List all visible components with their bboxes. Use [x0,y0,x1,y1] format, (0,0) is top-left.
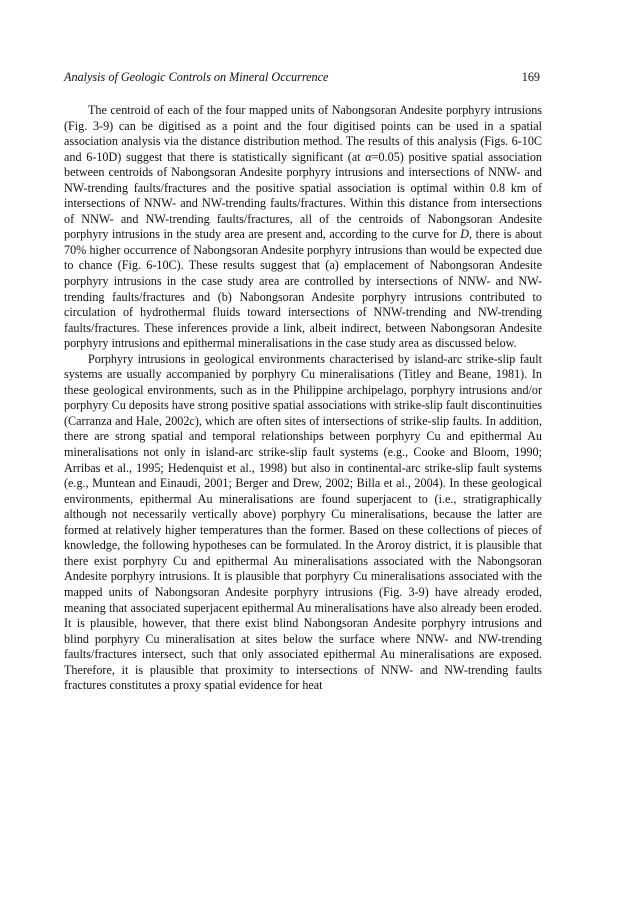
paragraph-2: Porphyry intrusions in geological environments characterised by island-arc strike-slip fault systems are usually accompanied by porphyry Cu mineralisations (Titley and Beane, 1981). In these geological environments, such as in the Philippine archipelago, porphyry intrusions and/or porphyry Cu deposits have strong positive spatial associations with strike-slip fault discontinuities (Carranza and Hale, 2002c), which are often sites of intersections of strike-slip faults. In addition, there are strong spatial and temporal relationships between porphyry Cu and epithermal Au mineralisations not only in island-arc strike-slip fault systems (e.g., Cooke and Bloom, 1990; Arribas et al., 1995; Hedenquist et al., 1998) but also in continental-arc strike-slip fault systems (e.g., Muntean and Einaudi, 2001; Berger and Drew, 2002; Billa et al., 2004). In these geological environments, epithermal Au mineralisations are found superjacent to (i.e., stratigraphically although not necessarily vertically above) porphyry Cu mineralisations, because the latter are formed at relatively higher temperatures than the former. Based on these collections of pieces of knowledge, the following hypotheses can be formulated. In the Aroroy district, it is plausible that there exist porphyry Cu and epithermal Au mineralisations associated with the Nabongsoran Andesite porphyry intrusions. It is plausible that porphyry Cu mineralisations associated with the mapped units of Nabongsoran Andesite porphyry intrusions (Fig. 3-9) have already eroded, meaning that associated superjacent epithermal Au mineralisations have also already been eroded. It is plausible, however, that there exist blind Nabongsoran Andesite porphyry intrusions and blind porphyry Cu mineralisation at sites below the surface where NNW- and NW-trending faults/fractures intersect, such that only associated epithermal Au mineralisations are exposed. Therefore, it is plausible that proximity to intersections of NNW- and NW-trending faults fractures constitutes a proxy spatial evidence for heat [64,351,542,693]
paragraph-1-part-2: =0.05) positive spatial association between centroids of Nabongsoran Andesite porphyry intrusions and intersections of NNW- and NW-trending faults/fractures and the positive spatial association is optimal within 0.8 km of intersections of NNW- and NW-trending faults/fractures. Within this distance from intersections of NNW- and NW-trending faults/fractures, all of the centroids of Nabongsoran Andesite porphyry intrusions in the study area are present and, according to the curve for [64,149,543,242]
alpha-symbol: α [365,149,372,164]
paragraph-1-part-1: The centroid of each of the four mapped units of Nabongsoran Andesite porphyry intrusions (Fig. 3-9) can be digitised as a point and the four digitised points can be used in a spatial association analysis via the distance distribution method. The results of this analysis (Figs. 6-10C and 6-10D) suggest that there is statistically significant (at [64,103,542,164]
paragraph-1 [64,103,542,352]
page-number: 169 [521,70,540,84]
running-title: Analysis of Geologic Controls on Mineral Occurrence [64,70,329,84]
paragraph-1-part-3: , there is about 70% higher occurrence of Nabongsoran Andesite porphyry intrusions than would be expected due to chance (Fig. 6-10C). These results suggest that (a) emplacement of Nabongsoran Andesite porphyry intrusions in the case study area are controlled by intersections of NNW- and NW-trending faults/fractures and (b) Nabongsoran Andesite porphyry intrusions contributed to circulation of hydrothermal fluids toward intersections of NNW-trending and NW-trending faults/fractures. These inferences provide a link, albeit indirect, between Nabongsoran Andesite porphyry intrusions and epithermal mineralisations in the case study area as discussed below. [64,227,542,351]
page-header [64,70,540,88]
d-symbol: D [460,227,470,242]
body-text [64,103,542,694]
